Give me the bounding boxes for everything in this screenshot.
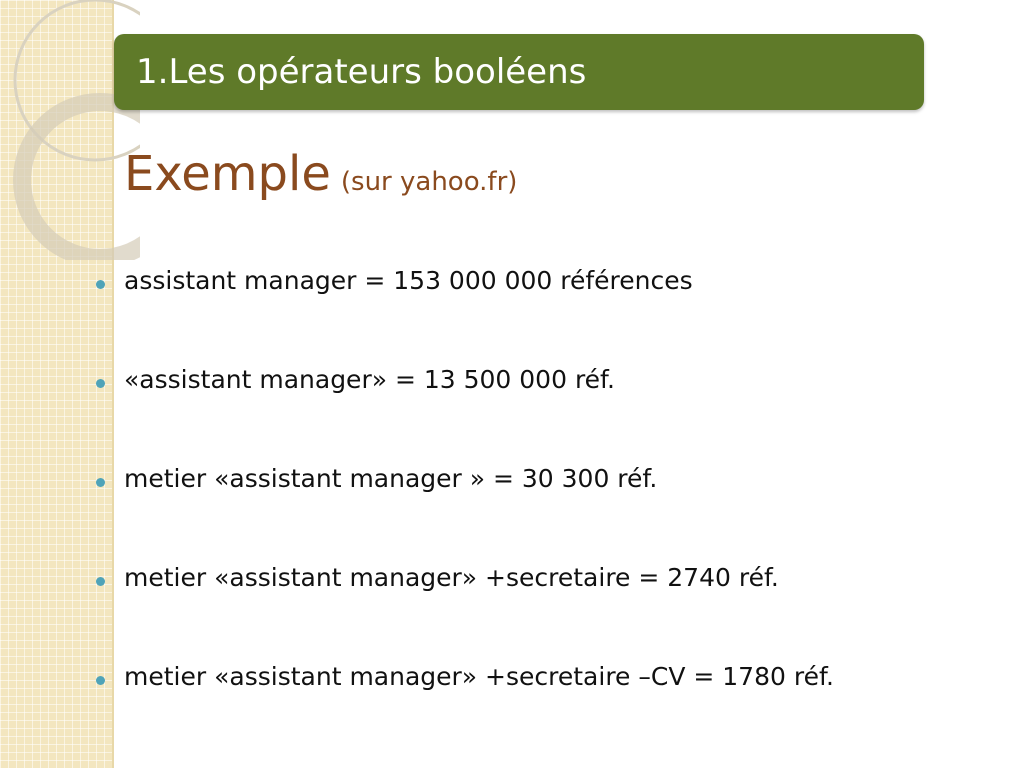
- bullet-item: [96, 662, 976, 761]
- bullet-text: «assistant manager» = 13 500 000 réf.: [124, 365, 615, 394]
- subtitle-main: Exemple: [124, 146, 331, 202]
- bullet-text: metier «assistant manager» +secretaire = 2740 réf.: [124, 563, 779, 592]
- subtitle: [124, 146, 517, 202]
- bullet-dot-icon: [96, 577, 105, 586]
- bullet-dot-icon: [96, 280, 105, 289]
- bullet-dot-icon: [96, 478, 105, 487]
- bullet-item: [96, 266, 976, 365]
- bullet-list: [96, 266, 976, 761]
- bullet-dot-icon: [96, 379, 105, 388]
- bullet-text: assistant manager = 153 000 000 références: [124, 266, 693, 295]
- title-bar: [114, 34, 924, 110]
- bullet-text: metier «assistant manager » = 30 300 réf.: [124, 464, 658, 493]
- bullet-dot-icon: [96, 676, 105, 685]
- bullet-text: metier «assistant manager» +secretaire –CV = 1780 réf.: [124, 662, 834, 691]
- bullet-item: [96, 365, 976, 464]
- subtitle-note: (sur yahoo.fr): [340, 167, 518, 197]
- bullet-item: [96, 563, 976, 662]
- bullet-item: [96, 464, 976, 563]
- slide-title: 1.Les opérateurs booléens: [136, 52, 587, 92]
